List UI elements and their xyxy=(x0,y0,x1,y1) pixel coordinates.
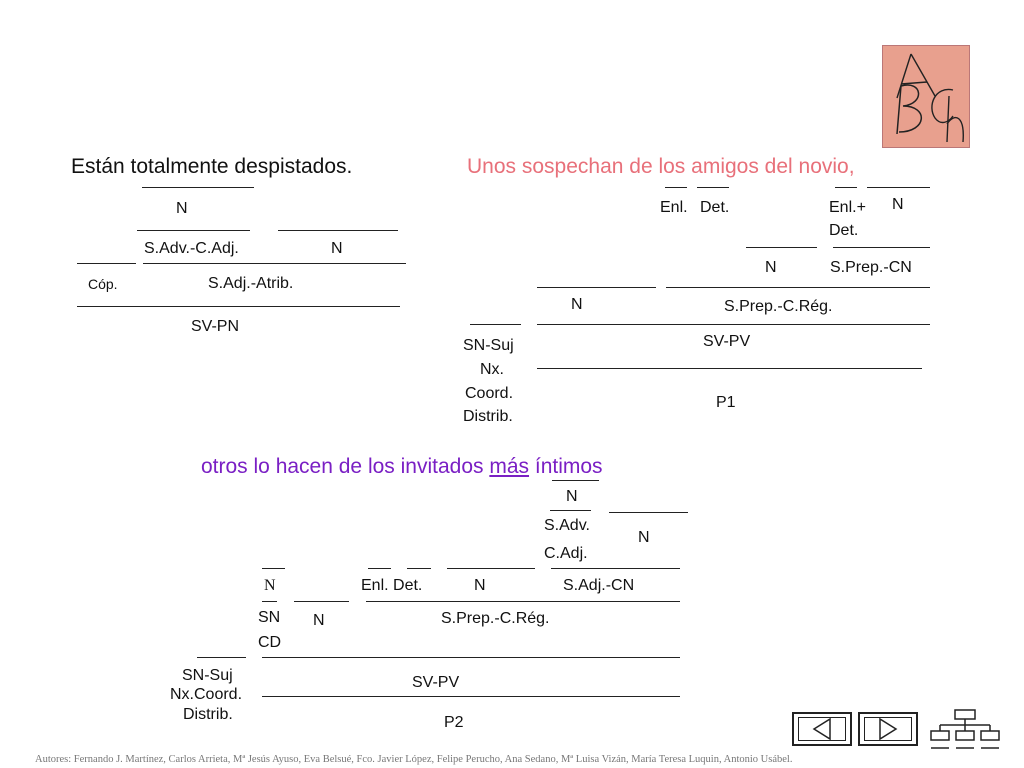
node-label: N xyxy=(566,488,578,505)
node-label: S.Prep.-CN xyxy=(830,259,912,276)
tree-line xyxy=(262,601,277,602)
tree-line xyxy=(278,230,398,231)
tree-line xyxy=(609,512,688,513)
node-label: Enl. xyxy=(660,199,688,216)
tree-line xyxy=(197,657,246,658)
node-label: N xyxy=(765,259,777,276)
node-label: N xyxy=(176,200,188,217)
node-label: S.Adv. xyxy=(544,517,590,534)
node-label: Enl. Det. xyxy=(361,577,423,594)
logo-bch-icon xyxy=(882,45,970,148)
tree-line xyxy=(552,480,599,481)
node-label: P1 xyxy=(716,394,736,411)
tree-line xyxy=(537,368,922,369)
tree-line xyxy=(366,601,680,602)
node-label: S.Adv.-C.Adj. xyxy=(144,240,239,257)
node-label: P2 xyxy=(444,714,464,731)
node-label: N xyxy=(638,529,650,546)
node-label: S.Prep.-C.Rég. xyxy=(724,298,833,315)
tree-line xyxy=(666,287,930,288)
tree-line xyxy=(550,510,591,511)
tree-line xyxy=(537,324,930,325)
node-label: N xyxy=(892,196,904,213)
authors-footer: Autores: Fernando J. Martínez, Carlos Arrieta, Mª Jesús Ayuso, Eva Belsué, Fco. Javier López, Felipe Perucho, Ana Sedano, Mª Luisa Vizán, María Teresa Luquin, Antonio Usábel. xyxy=(35,754,793,765)
tree-line xyxy=(470,324,521,325)
tree-map-icon xyxy=(928,708,1002,750)
next-arrow-icon xyxy=(860,714,916,744)
tree-line xyxy=(697,187,729,188)
tree-line xyxy=(294,601,349,602)
tree-line xyxy=(551,568,680,569)
node-label: SV-PV xyxy=(412,674,460,691)
prev-button[interactable] xyxy=(792,712,852,746)
tree-line xyxy=(142,187,254,188)
tree-line xyxy=(867,187,930,188)
node-label: CD xyxy=(258,634,282,651)
node-label: Distrib. xyxy=(463,408,513,425)
tree-line xyxy=(537,287,656,288)
tree-line xyxy=(368,568,391,569)
node-label: Cóp. xyxy=(88,276,118,292)
node-label: N xyxy=(331,240,343,257)
tree-line xyxy=(77,306,400,307)
node-label: C.Adj. xyxy=(544,545,588,562)
tree-line xyxy=(665,187,687,188)
tree-line xyxy=(262,696,680,697)
node-label: Enl.+ xyxy=(829,199,866,216)
node-label: N xyxy=(571,296,583,313)
node-label: SN-Suj xyxy=(463,337,514,354)
node-label: Det. xyxy=(700,199,730,216)
node-label: Det. xyxy=(829,222,859,239)
node-label: Distrib. xyxy=(183,706,233,723)
sentence-3: otros lo hacen de los invitados más íntimos xyxy=(201,455,603,478)
node-label: N xyxy=(313,612,325,629)
tree-line xyxy=(262,568,285,569)
node-label: SV-PV xyxy=(703,333,751,350)
tree-line xyxy=(835,187,857,188)
sentence-1: Están totalmente despistados. xyxy=(71,155,353,178)
node-label: N xyxy=(474,577,486,594)
tree-line xyxy=(833,247,930,248)
node-label: SN xyxy=(258,609,281,626)
node-label: Nx.Coord. xyxy=(170,686,243,703)
node-label: S.Adj.-Atrib. xyxy=(208,275,294,292)
map-button[interactable] xyxy=(928,708,1002,750)
node-label: N xyxy=(264,577,276,594)
node-label: S.Adj.-CN xyxy=(563,577,635,594)
prev-arrow-icon xyxy=(794,714,850,744)
tree-line xyxy=(77,263,136,264)
node-label: Nx. xyxy=(480,361,504,378)
node-label: SN-Suj xyxy=(182,667,233,684)
sentence-2: Unos sospechan de los amigos del novio, xyxy=(467,155,855,178)
node-label: SV-PN xyxy=(191,318,240,335)
node-label: S.Prep.-C.Rég. xyxy=(441,610,550,627)
tree-line xyxy=(447,568,535,569)
next-button[interactable] xyxy=(858,712,918,746)
tree-line xyxy=(262,657,680,658)
tree-line xyxy=(407,568,431,569)
tree-line xyxy=(746,247,817,248)
tree-line xyxy=(143,263,406,264)
node-label: Coord. xyxy=(465,385,514,402)
tree-line xyxy=(137,230,250,231)
